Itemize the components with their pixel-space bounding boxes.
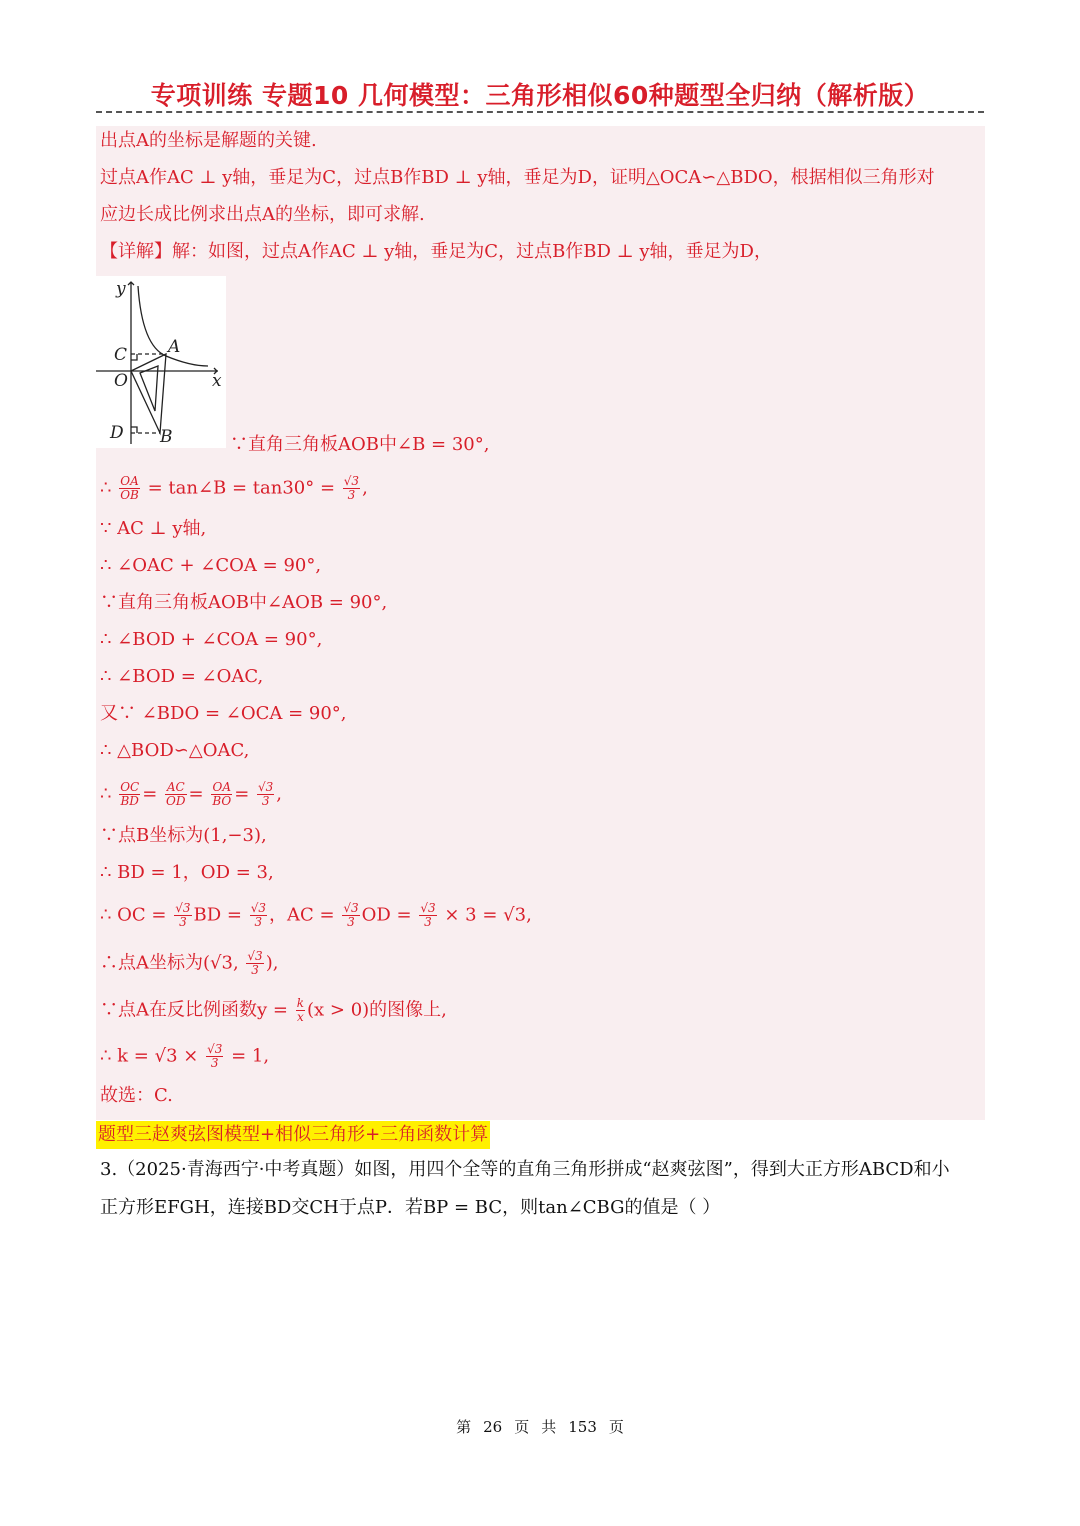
step-2-frac-2 [343, 475, 360, 502]
step-16-frac [206, 1043, 223, 1070]
step-13-frac-3-num: √3 [343, 901, 359, 915]
detail-line: 【详解】解：如图，过点A作AC ⊥ y轴，垂足为C，过点B作BD ⊥ y轴，垂足为D， [100, 241, 772, 262]
right-angle-d [131, 427, 137, 433]
step-13-frac-1-num: √3 [175, 901, 191, 915]
step-10-frac-2-num: AC [166, 780, 185, 794]
footer-total: 153 [568, 1418, 597, 1436]
figure-svg [96, 276, 226, 448]
step-14-a: ∴点A坐标为(√3, [100, 952, 239, 974]
step-9: ∴ △BOD∽△OAC, [100, 740, 250, 761]
analysis-line-1: 出点A的坐标是解题的关键. [100, 130, 317, 151]
step-2 [100, 475, 368, 502]
step-15-a: ∵点A在反比例函数y = [100, 999, 288, 1021]
footer-word-3: 共 [541, 1418, 557, 1436]
footer-word-2: 页 [514, 1418, 530, 1436]
step-5: ∵直角三角板AOB中∠AOB = 90°, [100, 592, 388, 613]
step-11: ∵点B坐标为(1,−3), [100, 825, 267, 846]
answer-line: 故选：C. [100, 1085, 173, 1106]
label-b: B [160, 427, 173, 447]
step-10-frac-1 [119, 781, 140, 808]
step-13-a: ∴ OC = [100, 904, 167, 926]
step-10-frac-2 [165, 781, 186, 808]
step-10-end: , [276, 783, 283, 805]
analysis-line-3: 应边长成比例求出点A的坐标，即可求解. [100, 204, 425, 225]
step-2-frac-2-num: √3 [343, 474, 360, 488]
step-13-frac-1 [174, 902, 191, 929]
step-2-mid: = tan∠B = tan30° = [147, 477, 336, 499]
step-16 [100, 1043, 269, 1070]
step-10-frac-1-den: BD [120, 794, 139, 808]
page-footer [0, 1416, 1080, 1437]
step-10-frac-2-den: OD [166, 794, 186, 808]
step-2-frac-1-num: OA [120, 474, 139, 488]
step-13-frac-2-den: 3 [254, 915, 263, 929]
step-15-frac [296, 997, 305, 1024]
step-16-frac-num: √3 [207, 1042, 223, 1056]
step-10-frac-3-num: OA [212, 780, 232, 794]
step-10-prefix: ∴ [100, 783, 112, 805]
section-highlight: 题型三赵爽弦图模型+相似三角形+三角函数计算 [96, 1121, 490, 1149]
step-10-frac-1-num: OC [120, 780, 140, 794]
step-13-frac-2-num: √3 [250, 901, 267, 915]
step-12: ∴ BD = 1，OD = 3, [100, 862, 274, 883]
step-14-frac [246, 950, 263, 977]
step-2-end: , [362, 477, 368, 499]
step-15 [100, 997, 447, 1024]
label-o: O [114, 371, 128, 391]
step-10-frac-4-den: 3 [261, 794, 270, 808]
right-angle-c [131, 354, 137, 360]
label-a: A [168, 337, 181, 357]
page-title: 专项训练 专题10 几何模型：三角形相似60种题型全归纳（解析版） [150, 81, 930, 110]
label-x: x [212, 371, 222, 391]
step-15-b: (x > 0)的图像上, [307, 999, 447, 1021]
step-13-frac-1-den: 3 [179, 915, 187, 929]
step-13-e: × 3 = √3, [444, 904, 532, 926]
footer-page: 26 [483, 1418, 503, 1436]
step-10-frac-4 [257, 781, 274, 808]
coordinate-figure [96, 276, 226, 448]
step-13-frac-4-den: 3 [424, 915, 432, 929]
step-6: ∴ ∠BOD + ∠COA = 90°, [100, 629, 323, 650]
step-10-frac-3 [211, 781, 232, 808]
step-13-frac-3-den: 3 [347, 915, 355, 929]
step-1: ∵直角三角板AOB中∠B = 30°, [230, 434, 490, 455]
step-13-frac-3 [342, 902, 359, 929]
step-16-b: = 1, [231, 1045, 270, 1067]
step-16-a: ∴ k = √3 × [100, 1045, 199, 1067]
step-13-c: ，AC = [269, 904, 335, 926]
step-2-frac-2-den: 3 [347, 488, 356, 502]
step-10-frac-4-num: √3 [258, 780, 274, 794]
step-2-prefix: ∴ [100, 477, 112, 499]
title-divider [96, 111, 984, 113]
label-y: y [116, 279, 126, 299]
step-4: ∴ ∠OAC + ∠COA = 90°, [100, 555, 322, 576]
step-2-frac-1-den: OB [120, 488, 139, 502]
step-14 [100, 950, 278, 977]
step-7: ∴ ∠BOD = ∠OAC, [100, 666, 264, 687]
analysis-line-2: 过点A作AC ⊥ y轴，垂足为C，过点B作BD ⊥ y轴，垂足为D，证明△OCA∽△BDO，根据相似三角形对 [100, 167, 935, 188]
step-2-frac-1 [119, 475, 140, 502]
footer-word-1: 第 [456, 1418, 472, 1436]
step-13-frac-4 [419, 902, 436, 929]
question-line-1: 3.（2025·青海西宁·中考真题）如图，用四个全等的直角三角形拼成“赵爽弦图”，得到大正方形ABCD和小 [100, 1159, 950, 1180]
step-8: 又∵ ∠BDO = ∠OCA = 90°, [100, 703, 347, 724]
step-14-frac-den: 3 [251, 963, 259, 977]
step-16-frac-den: 3 [210, 1056, 219, 1070]
step-3: ∵ AC ⊥ y轴, [100, 518, 207, 539]
footer-word-4: 页 [608, 1418, 624, 1436]
label-c: C [114, 345, 128, 365]
step-13-b: BD = [193, 904, 242, 926]
step-13 [100, 902, 532, 929]
step-13-frac-4-num: √3 [420, 901, 436, 915]
step-10-frac-3-den: BO [212, 794, 232, 808]
question-line-2: 正方形EFGH，连接BD交CH于点P．若BP = BC，则tan∠CBG的值是（ ） [100, 1197, 721, 1218]
triangle-inner [140, 366, 158, 411]
label-d: D [110, 423, 124, 443]
step-15-frac-num: k [296, 996, 304, 1010]
step-14-b: ), [265, 952, 279, 974]
step-14-frac-num: √3 [247, 949, 263, 963]
step-13-frac-2 [250, 902, 267, 929]
step-13-d: OD = [361, 904, 412, 926]
step-10: ∴ $\frac{OC}{BD}$ = $\frac{AC}{OD}$ = $\frac{OA}{BO}$ = $\frac{√3}{3}$ , [100, 780, 283, 808]
step-15-frac-den: x [296, 1010, 304, 1024]
